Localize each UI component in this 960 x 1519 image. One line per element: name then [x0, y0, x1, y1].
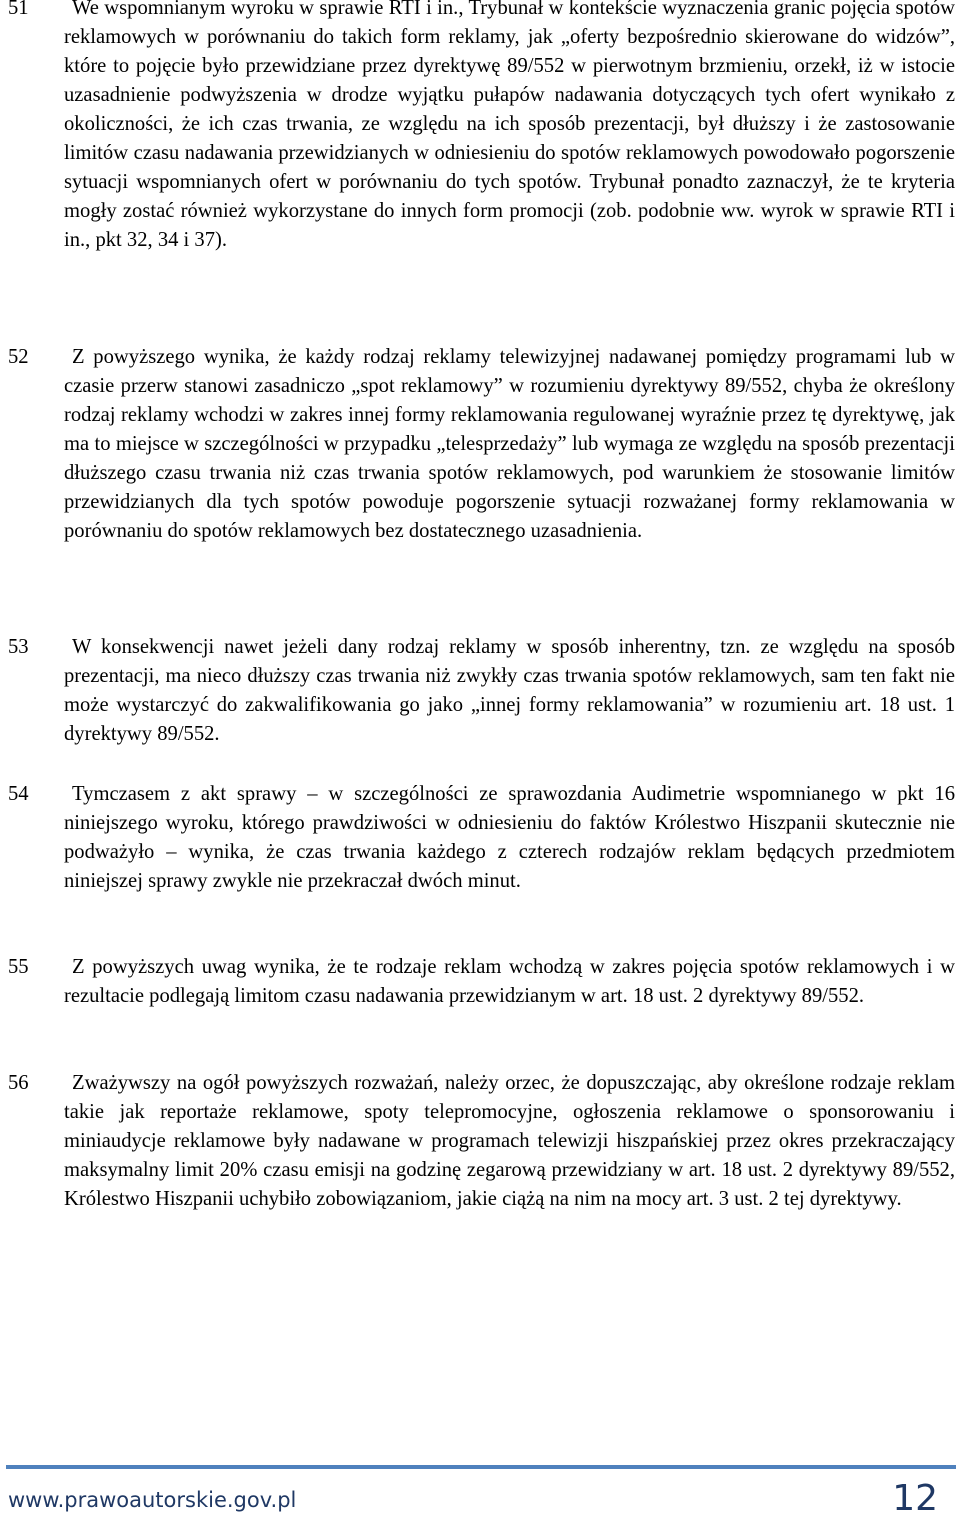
paragraph-number: 56 — [8, 1072, 29, 1094]
paragraph-text: Z powyższego wynika, że każdy rodzaj reklamy telewizyjnej nadawanej pomiędzy programami lub w czasie przerw stanowi zasadniczo „spot reklamowy” w rozumieniu dyrektywy 89/552, chyba że określony rodzaj reklamy wchodzi w zakres innej formy reklamowania regulowanej wyraźnie przez tę dyrektywę, jak ma to miejsce w szczególności w przypadku „telesprzedaży” lub wymaga ze względu na sposób prezentacji dłuższego czasu trwania niż czas trwania spotów reklamowych, pod warunkiem że stosowanie limitów przewidzianych dla tych spotów powoduje pogorszenie sytuacji rozważanej formy reklamowania w porównaniu do spotów reklamowych bez dostatecznego uzasadnienia. — [64, 346, 955, 542]
paragraph-55 — [8, 953, 955, 1011]
footer-website-link[interactable]: www.prawoautorskie.gov.pl — [8, 1488, 297, 1512]
paragraph-number: 51 — [8, 0, 29, 19]
paragraph-54 — [8, 780, 955, 896]
paragraph-number: 52 — [8, 346, 29, 368]
paragraph-56 — [8, 1069, 955, 1214]
paragraph-text: Z powyższych uwag wynika, że te rodzaje reklam wchodzą w zakres pojęcia spotów reklamowych i w rezultacie podlegają limitom czasu nadawania przewidzianym w art. 18 ust. 2 dyrektywy 89/552. — [64, 956, 955, 1007]
footer-divider — [6, 1465, 956, 1469]
paragraph-53 — [8, 633, 955, 749]
paragraph-number: 54 — [8, 783, 29, 805]
paragraph-text: Tymczasem z akt sprawy – w szczególności ze sprawozdania Audimetrie wspomnianego w pkt 16 niniejszego wyroku, którego prawdziwości w odniesieniu do faktów Królestwo Hiszpanii skutecznie nie podważyło – wynika, że czas trwania każdego z czterech rodzajów reklam będących przedmiotem niniejszej sprawy zwykle nie przekraczał dwóch minut. — [64, 783, 955, 892]
page-number: 12 — [892, 1478, 938, 1519]
paragraph-text: Zważywszy na ogół powyższych rozważań, należy orzec, że dopuszczając, aby określone rodzaje reklam takie jak reportaże reklamowe, spoty telepromocyjne, ogłoszenia reklamowe o sponsorowaniu i miniaudycje reklamowe były nadawane w programach telewizji hiszpańskiej przez okres przekraczający maksymalny limit 20% czasu emisji na godzinę zegarową przewidziany w art. 18 ust. 2 dyrektywy 89/552, Królestwo Hiszpanii uchybiło zobowiązaniom, jakie ciążą na nim na mocy art. 3 ust. 2 tej dyrektywy. — [64, 1072, 955, 1210]
paragraph-51 — [8, 0, 955, 255]
paragraph-number: 55 — [8, 956, 29, 978]
paragraph-text: We wspomnianym wyroku w sprawie RTI i in., Trybunał w kontekście wyznaczenia granic pojęcia spotów reklamowych w porównaniu do takich form reklamy, jak „oferty bezpośrednio skierowane do widzów”, które to pojęcie było przewidziane przez dyrektywę 89/552 w pierwotnym brzmieniu, orzekł, iż w istocie uzasadnienie podwyższenia w drodze wyjątku pułapów nadawania dotyczących tych ofert wynikało z okoliczności, że ich czas trwania, ze względu na ich sposób prezentacji, był dłuższy i że zastosowanie limitów czasu nadawania przewidzianych w odniesieniu do spotów reklamowych powodowało pogorszenie sytuacji wspomnianych ofert w porównaniu do tych spotów. Trybunał ponadto zaznaczył, że te kryteria mogły zostać również wykorzystane do innych form promocji (zob. podobnie ww. wyrok w sprawie RTI i in., pkt 32, 34 i 37). — [64, 0, 955, 251]
paragraph-text: W konsekwencji nawet jeżeli dany rodzaj reklamy w sposób inherentny, tzn. ze względu na sposób prezentacji, ma nieco dłuższy czas trwania niż zwykły czas trwania spotów reklamowych, sam ten fakt nie może wystarczyć do zakwalifikowania go jako „innej formy reklamowania” w rozumieniu art. 18 ust. 1 dyrektywy 89/552. — [64, 636, 955, 745]
paragraph-number: 53 — [8, 636, 29, 658]
paragraph-52 — [8, 343, 955, 546]
